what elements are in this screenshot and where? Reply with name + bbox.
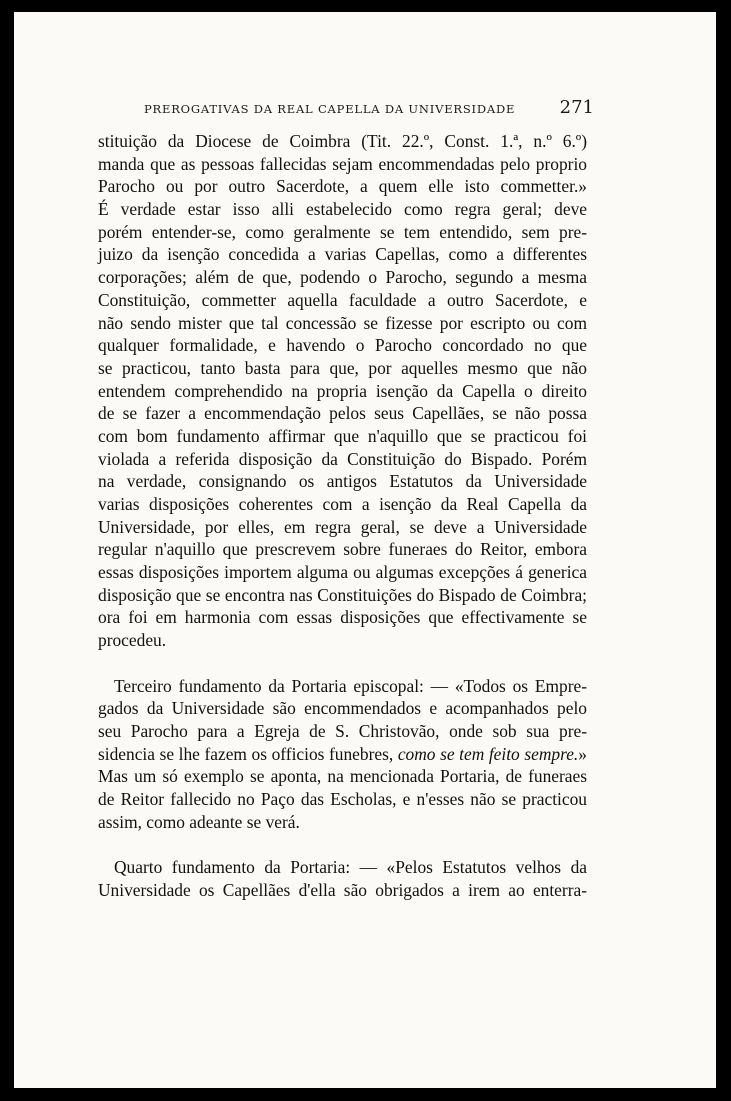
- paragraph-gap: [98, 652, 587, 675]
- text-line: de se fazer a encommendação pelos seus Capellães, se não possa: [98, 403, 587, 424]
- text-line: regular n'aquillo que prescrevem sobre funeraes do Reitor, embora: [98, 539, 587, 560]
- running-title: PREROGATIVAS DA REAL CAPELLA DA UNIVERSIDADE: [144, 102, 516, 116]
- text-line: Universidade, por elles, em regra geral, se deve a Universidade: [98, 516, 587, 537]
- text-line: se practicou, tanto basta para que, por aquelles mesmo que não: [98, 357, 587, 378]
- body-text: [98, 130, 587, 901]
- text-line: na verdade, consignando os antigos Estatutos da Universidade: [98, 471, 587, 492]
- text-line: não sendo mister que tal concessão se fizesse por escripto ou com: [98, 312, 587, 333]
- paragraph-gap: [98, 833, 587, 856]
- paragraph-1: [98, 130, 587, 652]
- italic-quote: como se tem feito sempre.: [397, 743, 579, 764]
- page-header: [144, 97, 594, 118]
- text-line: Parocho ou por outro Sacerdote, a quem elle isto commetter.»: [98, 176, 587, 197]
- book-page: [14, 12, 716, 1088]
- page-number: 271: [559, 97, 594, 118]
- text-line: Terceiro fundamento da Portaria episcopal: — «Todos os Empre-: [114, 675, 587, 696]
- text-line: stituição da Diocese de Coimbra (Tit. 22.º, Const. 1.ª, n.º 6.º): [98, 131, 587, 151]
- text-line: ora foi em harmonia com essas disposições que effectivamente se: [98, 607, 587, 628]
- text-line: essas disposições importem alguma ou algumas excepções á generica: [98, 562, 587, 583]
- text-line: disposição que se encontra nas Constituições do Bispado de Coimbra;: [98, 584, 587, 605]
- text-line: com bom fundamento affirmar que n'aquillo que se practicou foi: [98, 425, 587, 446]
- paragraph-3: [98, 856, 587, 901]
- text-line: juizo da isenção concedida a varias Capellas, como a differentes: [98, 244, 587, 265]
- text-line: É verdade estar isso alli estabelecido como regra geral; deve: [98, 199, 587, 220]
- text-line: Constituição, commetter aquella faculdade a outro Sacerdote, e: [98, 289, 587, 310]
- text-line: Mas um só exemplo se aponta, na mencionada Portaria, de funeraes: [98, 766, 587, 787]
- text-line: [98, 743, 587, 766]
- text-line: manda que as pessoas fallecidas sejam encommendadas pelo proprio: [98, 153, 587, 174]
- text-segment: sidencia se lhe fazem os officios funebres,: [98, 743, 398, 764]
- text-line: qualquer formalidade, e havendo o Parocho concordado no que: [98, 335, 587, 356]
- text-line: procedeu.: [98, 630, 167, 651]
- paragraph-2: [98, 675, 587, 834]
- text-line: assim, como adeante se verá.: [98, 811, 300, 832]
- text-line: varias disposições coherentes com a isenção da Real Capella da: [98, 494, 587, 514]
- text-line: de Reitor fallecido no Paço das Escholas, e n'esses não se practicou: [98, 788, 587, 809]
- text-line: corporações; além de que, podendo o Parocho, segundo a mesma: [98, 267, 587, 288]
- closing-quote-mark: »: [578, 743, 587, 764]
- text-line: Quarto fundamento da Portaria: — «Pelos Estatutos velhos da: [114, 857, 587, 877]
- text-line: violada a referida disposição da Constituição do Bispado. Porém: [98, 448, 587, 469]
- text-line: porém entender-se, como geralmente se tem entendido, sem pre-: [98, 221, 587, 242]
- text-line: gados da Universidade são encommendados e acompanhados pelo: [98, 698, 587, 719]
- text-line: seu Parocho para a Egreja de S. Christovão, onde sob sua pre-: [98, 720, 587, 741]
- text-line: Universidade os Capellães d'ella são obrigados a irem ao enterra-: [98, 879, 587, 900]
- text-line: entendem comprehendido na propria isenção da Capella o direito: [98, 380, 587, 401]
